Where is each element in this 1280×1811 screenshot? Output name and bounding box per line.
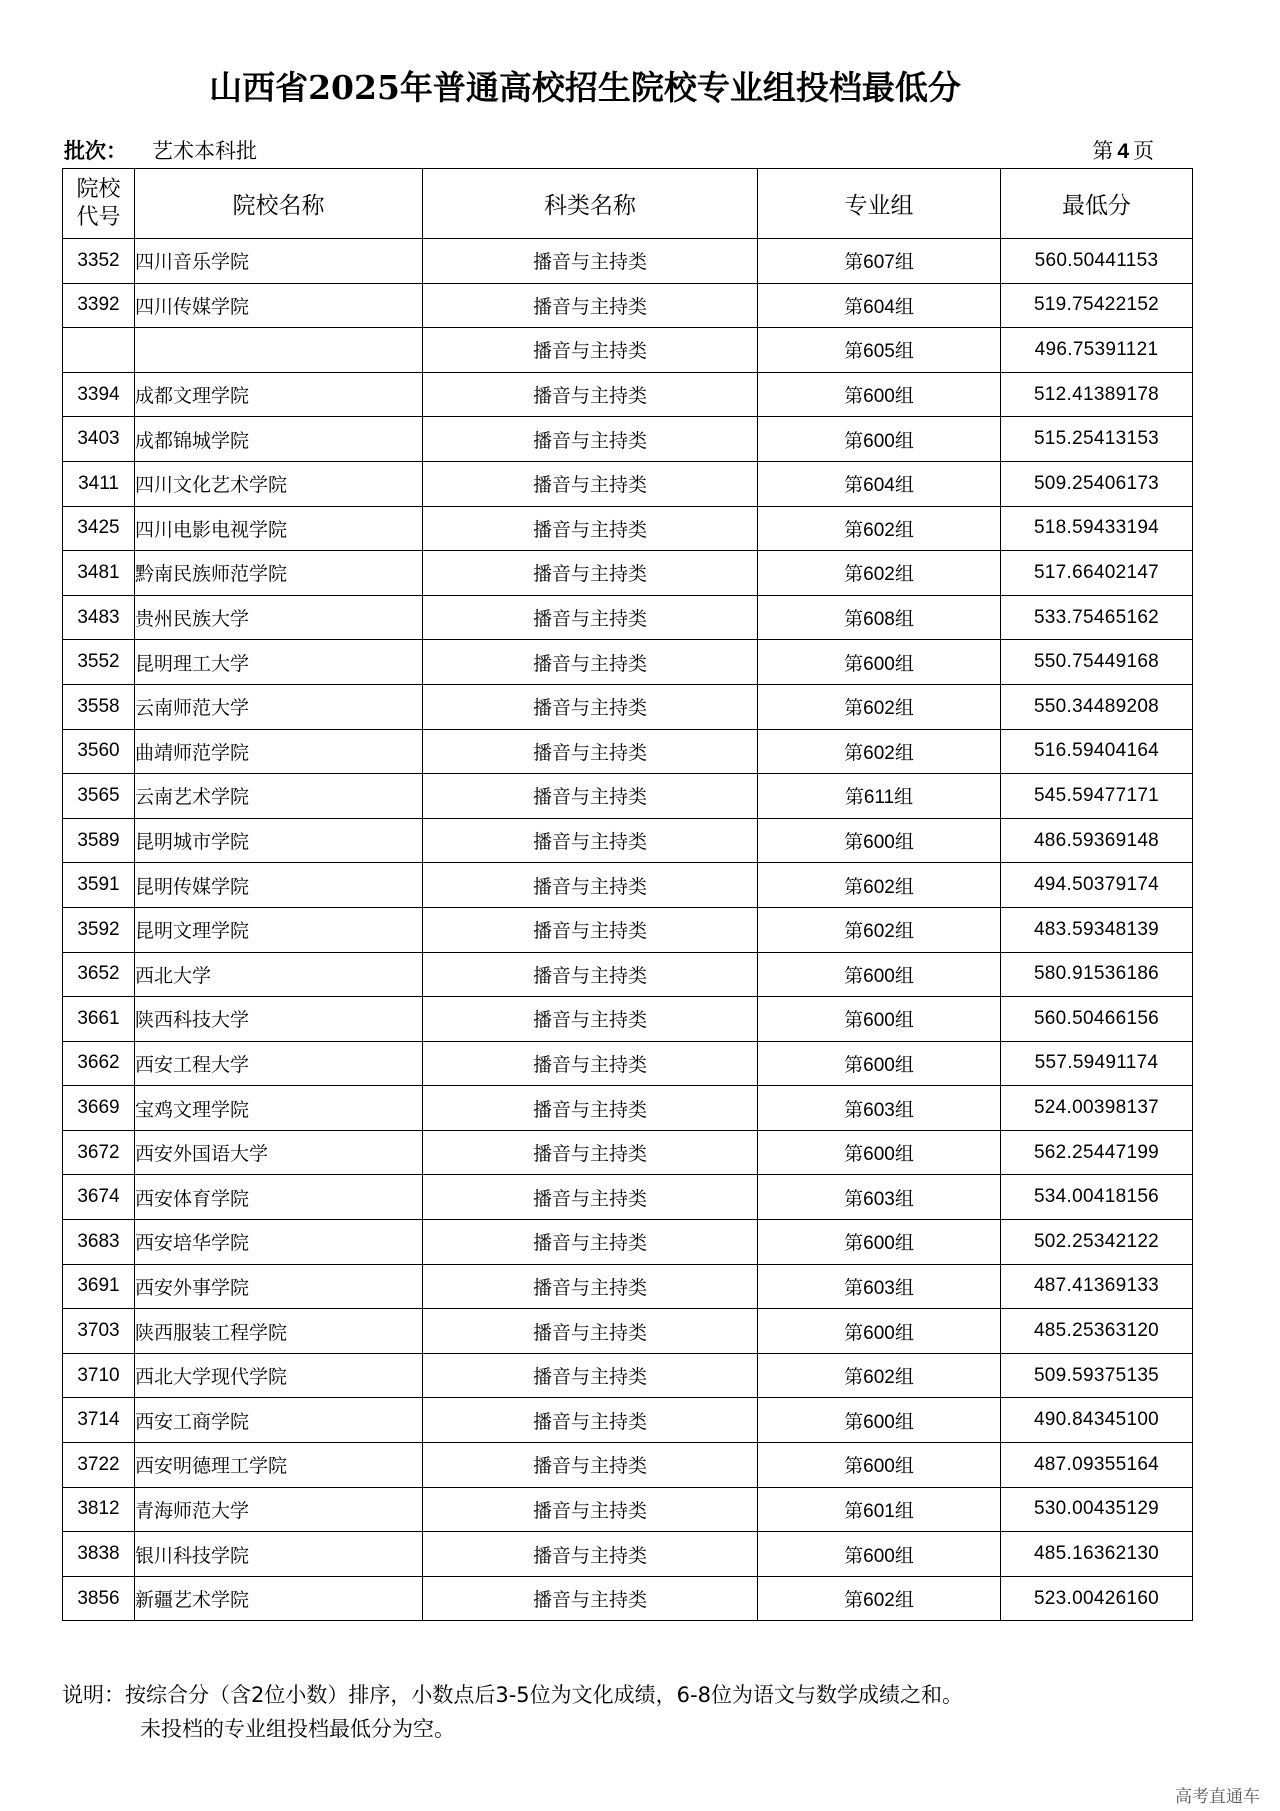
cell-code: 3662 — [63, 1041, 135, 1086]
cell-school-name: 四川传媒学院 — [135, 283, 423, 328]
table-row — [63, 1086, 1193, 1131]
table-row — [63, 729, 1193, 774]
cell-code: 3483 — [63, 595, 135, 640]
cell-code: 3565 — [63, 774, 135, 819]
table-row — [63, 1220, 1193, 1265]
cell-group: 第600组 — [758, 1443, 1001, 1488]
cell-group: 第600组 — [758, 417, 1001, 462]
cell-group: 第601组 — [758, 1487, 1001, 1532]
page-title: 山西省2025年普通高校招生院校专业组投档最低分 — [209, 68, 961, 107]
cell-category: 播音与主持类 — [423, 239, 758, 284]
cell-group: 第605组 — [758, 328, 1001, 373]
cell-school-name: 宝鸡文理学院 — [135, 1086, 423, 1131]
cell-group: 第602组 — [758, 907, 1001, 952]
cell-code: 3669 — [63, 1086, 135, 1131]
cell-category: 播音与主持类 — [423, 283, 758, 328]
cell-min-score: 562.25447199 — [1001, 1130, 1193, 1175]
cell-group: 第603组 — [758, 1086, 1001, 1131]
cell-category: 播音与主持类 — [423, 1443, 758, 1488]
cell-category: 播音与主持类 — [423, 1220, 758, 1265]
cell-min-score: 550.75449168 — [1001, 640, 1193, 685]
cell-code: 3710 — [63, 1353, 135, 1398]
cell-school-name: 四川文化艺术学院 — [135, 461, 423, 506]
cell-code: 3425 — [63, 506, 135, 551]
cell-category: 播音与主持类 — [423, 506, 758, 551]
page-prefix: 第 — [1092, 139, 1114, 163]
cell-school-name: 西安外国语大学 — [135, 1130, 423, 1175]
cell-group: 第608组 — [758, 595, 1001, 640]
table-row — [63, 640, 1193, 685]
cell-category: 播音与主持类 — [423, 1175, 758, 1220]
cell-code: 3812 — [63, 1487, 135, 1532]
cell-school-name: 四川电影电视学院 — [135, 506, 423, 551]
cell-min-score: 512.41389178 — [1001, 372, 1193, 417]
note-line-1: 说明：按综合分（含2位小数）排序，小数点后3-5位为文化成绩，6-8位为语文与数学成绩之和。 — [62, 1683, 963, 1707]
cell-code: 3592 — [63, 907, 135, 952]
table-header-row — [63, 169, 1193, 239]
table-row — [63, 1353, 1193, 1398]
table-row — [63, 417, 1193, 462]
table-row — [63, 461, 1193, 506]
note-line-2: 未投档的专业组投档最低分为空。 — [140, 1717, 455, 1741]
cell-min-score: 580.91536186 — [1001, 952, 1193, 997]
cell-category: 播音与主持类 — [423, 1086, 758, 1131]
table-row — [63, 1487, 1193, 1532]
admission-score-table — [62, 168, 1193, 1621]
column-header-score: 最低分 — [1001, 169, 1193, 239]
cell-code: 3558 — [63, 684, 135, 729]
table-row — [63, 1130, 1193, 1175]
table-body — [63, 239, 1193, 1621]
cell-group: 第603组 — [758, 1175, 1001, 1220]
cell-school-name: 西北大学现代学院 — [135, 1353, 423, 1398]
cell-group: 第600组 — [758, 1309, 1001, 1354]
batch-label: 批次： — [64, 139, 127, 163]
cell-min-score: 509.59375135 — [1001, 1353, 1193, 1398]
table-row — [63, 1175, 1193, 1220]
cell-min-score: 560.50466156 — [1001, 997, 1193, 1042]
cell-code: 3661 — [63, 997, 135, 1042]
table-row — [63, 1398, 1193, 1443]
cell-group: 第602组 — [758, 1353, 1001, 1398]
page-number — [1092, 135, 1154, 165]
column-header-code: 院校 代号 — [63, 169, 135, 239]
cell-school-name: 昆明理工大学 — [135, 640, 423, 685]
cell-min-score: 524.00398137 — [1001, 1086, 1193, 1131]
table-row — [63, 1576, 1193, 1621]
column-header-group: 专业组 — [758, 169, 1001, 239]
cell-category: 播音与主持类 — [423, 863, 758, 908]
cell-min-score: 487.09355164 — [1001, 1443, 1193, 1488]
cell-group: 第600组 — [758, 372, 1001, 417]
cell-min-score: 533.75465162 — [1001, 595, 1193, 640]
cell-school-name: 昆明城市学院 — [135, 818, 423, 863]
cell-group: 第600组 — [758, 997, 1001, 1042]
cell-min-score: 545.59477171 — [1001, 774, 1193, 819]
cell-group: 第611组 — [758, 774, 1001, 819]
table-row — [63, 239, 1193, 284]
cell-group: 第604组 — [758, 461, 1001, 506]
cell-min-score: 518.59433194 — [1001, 506, 1193, 551]
cell-min-score: 557.59491174 — [1001, 1041, 1193, 1086]
table-row — [63, 506, 1193, 551]
cell-min-score: 519.75422152 — [1001, 283, 1193, 328]
cell-category: 播音与主持类 — [423, 328, 758, 373]
cell-code: 3560 — [63, 729, 135, 774]
cell-school-name: 云南艺术学院 — [135, 774, 423, 819]
cell-group: 第607组 — [758, 239, 1001, 284]
cell-school-name: 西安培华学院 — [135, 1220, 423, 1265]
cell-category: 播音与主持类 — [423, 1487, 758, 1532]
cell-min-score: 487.41369133 — [1001, 1264, 1193, 1309]
cell-code: 3411 — [63, 461, 135, 506]
cell-category: 播音与主持类 — [423, 997, 758, 1042]
table-row — [63, 283, 1193, 328]
cell-category: 播音与主持类 — [423, 952, 758, 997]
cell-min-score: 517.66402147 — [1001, 551, 1193, 596]
cell-code: 3481 — [63, 551, 135, 596]
table-row — [63, 907, 1193, 952]
cell-code: 3352 — [63, 239, 135, 284]
cell-min-score: 516.59404164 — [1001, 729, 1193, 774]
cell-school-name: 陕西服装工程学院 — [135, 1309, 423, 1354]
table-row — [63, 684, 1193, 729]
cell-min-score: 502.25342122 — [1001, 1220, 1193, 1265]
column-header-name: 院校名称 — [135, 169, 423, 239]
cell-school-name: 昆明文理学院 — [135, 907, 423, 952]
cell-code: 3683 — [63, 1220, 135, 1265]
cell-category: 播音与主持类 — [423, 551, 758, 596]
cell-group: 第602组 — [758, 551, 1001, 596]
cell-code: 3714 — [63, 1398, 135, 1443]
cell-school-name: 新疆艺术学院 — [135, 1576, 423, 1621]
cell-category: 播音与主持类 — [423, 774, 758, 819]
cell-code: 3652 — [63, 952, 135, 997]
cell-school-name: 西安外事学院 — [135, 1264, 423, 1309]
table-row — [63, 863, 1193, 908]
cell-school-name: 昆明传媒学院 — [135, 863, 423, 908]
cell-group: 第600组 — [758, 818, 1001, 863]
cell-code: 3672 — [63, 1130, 135, 1175]
column-header-category: 科类名称 — [423, 169, 758, 239]
table-row — [63, 1443, 1193, 1488]
table-row — [63, 595, 1193, 640]
cell-code: 3589 — [63, 818, 135, 863]
cell-code: 3838 — [63, 1532, 135, 1577]
cell-category: 播音与主持类 — [423, 907, 758, 952]
cell-school-name: 西北大学 — [135, 952, 423, 997]
cell-code: 3856 — [63, 1576, 135, 1621]
cell-min-score: 486.59369148 — [1001, 818, 1193, 863]
cell-category: 播音与主持类 — [423, 640, 758, 685]
cell-school-name: 西安体育学院 — [135, 1175, 423, 1220]
table-row — [63, 551, 1193, 596]
table-row — [63, 372, 1193, 417]
table-row — [63, 328, 1193, 373]
cell-category: 播音与主持类 — [423, 1309, 758, 1354]
cell-min-score: 490.84345100 — [1001, 1398, 1193, 1443]
cell-min-score: 496.75391121 — [1001, 328, 1193, 373]
cell-min-score: 523.00426160 — [1001, 1576, 1193, 1621]
cell-code: 3394 — [63, 372, 135, 417]
cell-school-name: 西安工程大学 — [135, 1041, 423, 1086]
page-suffix: 页 — [1133, 139, 1154, 163]
cell-code: 3403 — [63, 417, 135, 462]
cell-code: 3722 — [63, 1443, 135, 1488]
cell-group: 第602组 — [758, 684, 1001, 729]
table-row — [63, 997, 1193, 1042]
cell-category: 播音与主持类 — [423, 818, 758, 863]
cell-category: 播音与主持类 — [423, 1353, 758, 1398]
cell-school-name: 陕西科技大学 — [135, 997, 423, 1042]
cell-category: 播音与主持类 — [423, 595, 758, 640]
cell-min-score: 530.00435129 — [1001, 1487, 1193, 1532]
cell-group: 第602组 — [758, 863, 1001, 908]
cell-min-score: 485.25363120 — [1001, 1309, 1193, 1354]
cell-category: 播音与主持类 — [423, 1532, 758, 1577]
notes — [62, 1678, 1202, 1746]
cell-code — [63, 328, 135, 373]
cell-category: 播音与主持类 — [423, 1130, 758, 1175]
batch-info — [64, 135, 1154, 165]
table-row — [63, 1041, 1193, 1086]
cell-group: 第600组 — [758, 952, 1001, 997]
cell-category: 播音与主持类 — [423, 1576, 758, 1621]
cell-school-name: 西安工商学院 — [135, 1398, 423, 1443]
cell-min-score: 483.59348139 — [1001, 907, 1193, 952]
cell-category: 播音与主持类 — [423, 372, 758, 417]
cell-category: 播音与主持类 — [423, 1398, 758, 1443]
cell-group: 第602组 — [758, 506, 1001, 551]
cell-min-score: 560.50441153 — [1001, 239, 1193, 284]
cell-code: 3552 — [63, 640, 135, 685]
cell-code: 3392 — [63, 283, 135, 328]
cell-min-score: 509.25406173 — [1001, 461, 1193, 506]
cell-group: 第600组 — [758, 1398, 1001, 1443]
watermark: 高考直通车 — [1175, 1787, 1260, 1807]
batch-value: 艺术本科批 — [152, 139, 257, 163]
cell-group: 第604组 — [758, 283, 1001, 328]
table-row — [63, 1264, 1193, 1309]
cell-code: 3674 — [63, 1175, 135, 1220]
cell-min-score: 515.25413153 — [1001, 417, 1193, 462]
cell-school-name: 西安明德理工学院 — [135, 1443, 423, 1488]
page-number-value: 4 — [1117, 140, 1129, 163]
cell-code: 3591 — [63, 863, 135, 908]
cell-school-name — [135, 328, 423, 373]
cell-group: 第600组 — [758, 640, 1001, 685]
cell-min-score: 534.00418156 — [1001, 1175, 1193, 1220]
cell-group: 第600组 — [758, 1130, 1001, 1175]
cell-group: 第600组 — [758, 1220, 1001, 1265]
cell-school-name: 青海师范大学 — [135, 1487, 423, 1532]
cell-school-name: 贵州民族大学 — [135, 595, 423, 640]
table-row — [63, 1309, 1193, 1354]
cell-code: 3691 — [63, 1264, 135, 1309]
cell-min-score: 494.50379174 — [1001, 863, 1193, 908]
cell-group: 第602组 — [758, 729, 1001, 774]
cell-code: 3703 — [63, 1309, 135, 1354]
cell-group: 第603组 — [758, 1264, 1001, 1309]
cell-category: 播音与主持类 — [423, 684, 758, 729]
cell-school-name: 曲靖师范学院 — [135, 729, 423, 774]
cell-school-name: 成都锦城学院 — [135, 417, 423, 462]
table-row — [63, 818, 1193, 863]
cell-category: 播音与主持类 — [423, 461, 758, 506]
cell-school-name: 成都文理学院 — [135, 372, 423, 417]
cell-group: 第602组 — [758, 1576, 1001, 1621]
cell-category: 播音与主持类 — [423, 1041, 758, 1086]
table-row — [63, 952, 1193, 997]
cell-school-name: 四川音乐学院 — [135, 239, 423, 284]
cell-category: 播音与主持类 — [423, 1264, 758, 1309]
cell-min-score: 485.16362130 — [1001, 1532, 1193, 1577]
cell-school-name: 云南师范大学 — [135, 684, 423, 729]
cell-school-name: 银川科技学院 — [135, 1532, 423, 1577]
cell-group: 第600组 — [758, 1041, 1001, 1086]
cell-category: 播音与主持类 — [423, 729, 758, 774]
cell-category: 播音与主持类 — [423, 417, 758, 462]
cell-group: 第600组 — [758, 1532, 1001, 1577]
cell-min-score: 550.34489208 — [1001, 684, 1193, 729]
table-row — [63, 774, 1193, 819]
table-row — [63, 1532, 1193, 1577]
cell-school-name: 黔南民族师范学院 — [135, 551, 423, 596]
